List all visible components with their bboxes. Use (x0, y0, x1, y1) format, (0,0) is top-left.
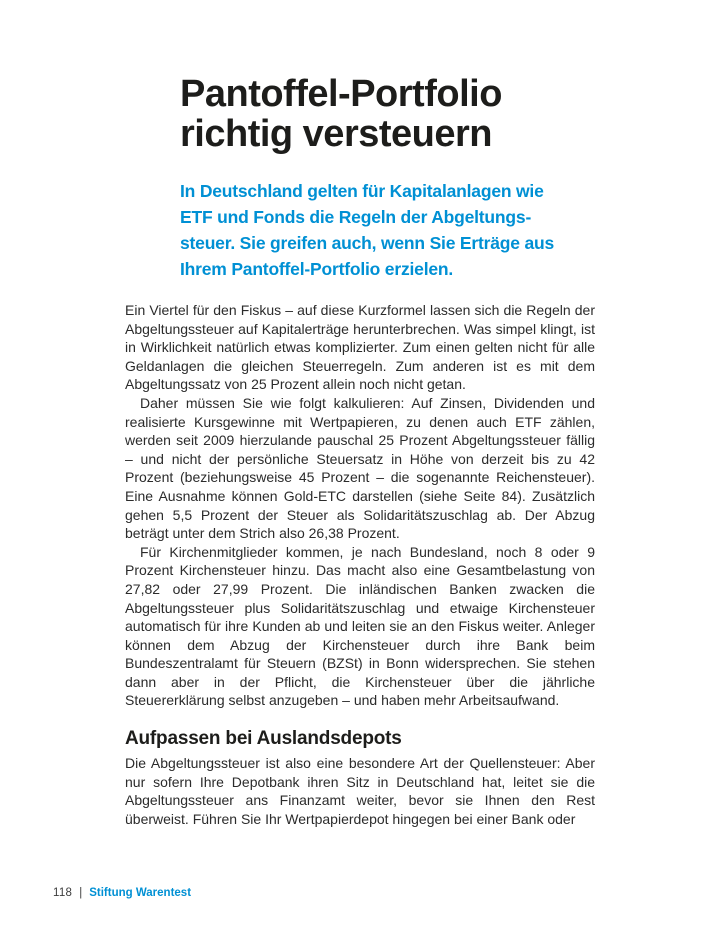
intro-text-line: steuer. Sie greifen auch, wenn Sie Erträge aus (180, 233, 554, 253)
intro-text-line: In Deutschland gelten für Kapitalanlagen wie (180, 181, 544, 201)
page-title-line: Pantoffel-Portfolio (180, 73, 502, 115)
article-paragraph: Ein Viertel für den Fiskus – auf diese Kurzformel lassen sich die Regeln der Abgeltungssteuer auf Kapitalerträge herunterbrechen. Was simpel klingt, ist in Wirklichkeit natürlich etwas komplizierter. Zum einen gelten nicht für alle Geldanlagen die gleichen Steuerregeln. Zum anderen ist es mit dem Abgeltungssatz von 25 Prozent allein noch nicht getan. (125, 302, 595, 393)
intro-text (180, 178, 600, 282)
article-paragraphs (125, 301, 595, 710)
page-title-line: richtig versteuern (180, 113, 492, 155)
section-paragraphs (125, 754, 595, 828)
page-footer (53, 886, 191, 900)
footer-separator: | (79, 887, 83, 899)
publisher-name: Stiftung Warentest (89, 887, 192, 899)
intro-text-line: ETF und Fonds die Regeln der Abgeltungs- (180, 207, 532, 227)
article-body (125, 301, 595, 828)
article-paragraph: Die Abgeltungssteuer ist also eine besondere Art der Quellensteuer: Aber nur sofern Ihre Depotbank ihren Sitz in Deutschland hat, leitet sie die Abgeltungssteuer ans Finanzamt weiter, bevor sie Ihnen den Rest überweist. Führen Sie Ihr Wertpapierdepot hingegen bei einer Bank oder (125, 755, 595, 827)
section-heading: Aufpassen bei Auslandsdepots (125, 728, 402, 750)
intro-text-line: Ihrem Pantoffel-Portfolio erzielen. (180, 259, 454, 279)
article-paragraph: Für Kirchenmitglieder kommen, je nach Bundesland, noch 8 oder 9 Prozent Kirchensteuer hinzu. Das macht also eine Gesamtbelastung von 27,82 oder 27,99 Prozent. Die inländischen Banken zwacken die Abgeltungssteuer plus Solidaritätszuschlag und etwaige Kirchensteuer automatisch für ihre Kunden ab und leiten sie an den Fiskus weiter. Anleger können dem Abzug der Kirchensteuer durch ihre Bank beim Bundeszentralamt für Steuern (BZSt) in Bonn widersprechen. Sie stehen dann aber in der Pflicht, die Kirchensteuer über die jährliche Steuererklärung selbst anzugeben – und haben mehr Arbeitsaufwand. (125, 543, 595, 709)
page-title (180, 74, 600, 154)
headline-block (180, 74, 600, 282)
article-paragraph: Daher müssen Sie wie folgt kalkulieren: Auf Zinsen, Dividenden und realisierte Kursgewinne mit Wertpapieren, zu denen auch ETF zählen, werden seit 2009 hierzulande pauschal 25 Prozent Abgeltungssteuer fällig – und nicht der persönliche Steuersatz in Höhe von derzeit bis zu 42 Prozent (beziehungsweise 45 Prozent – die sogenannte Reichensteuer). Eine Ausnahme können Gold-ETC darstellen (siehe Seite 84). Zusätzlich gehen 5,5 Prozent der Steuer als Solidaritätszuschlag ab. Der Abzug beträgt unter dem Strich also 26,38 Prozent. (125, 394, 595, 542)
page-number: 118 (53, 887, 73, 899)
